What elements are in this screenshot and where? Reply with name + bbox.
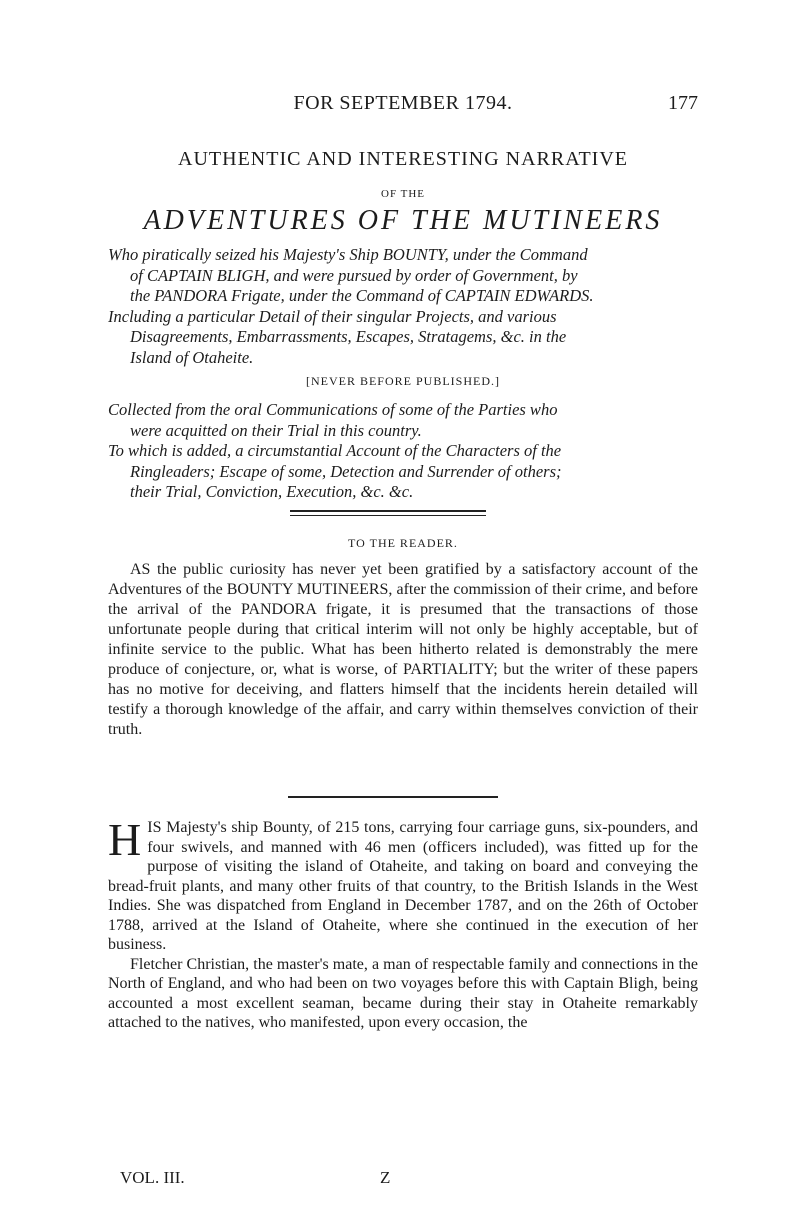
to-reader-heading: TO THE READER. — [348, 536, 458, 550]
divider-rule — [290, 510, 486, 512]
collected-line: To which is added, a circumstantial Account of the Characters of the — [108, 441, 562, 460]
collected-line: Ringleaders; Escape of some, Detection and Surrender of others; — [130, 461, 562, 481]
volume-label: VOL. III. — [120, 1168, 185, 1187]
never-published-note: [NEVER BEFORE PUBLISHED.] — [305, 374, 500, 388]
divider-rule — [290, 515, 486, 516]
running-header — [108, 92, 698, 118]
collected-block — [108, 400, 694, 503]
subtitle-block — [108, 245, 694, 368]
header-title: FOR SEPTEMBER 1794. — [293, 92, 513, 114]
subtitle-line: of CAPTAIN BLIGH, and were pursued by order of Government, by — [130, 265, 578, 285]
story-paragraph — [108, 814, 698, 955]
subtitle-line: Island of Otaheite. — [130, 347, 254, 367]
subtitle-line: the PANDORA Frigate, under the Command of CAPTAIN EDWARDS. — [130, 286, 594, 305]
drop-cap: H — [108, 814, 142, 865]
story-text — [108, 814, 698, 1033]
story-paragraph: Fletcher Christian, the master's mate, a man of respectable family and connections in the North of England, and who had been on two voyages before this with Captain Bligh, being accounted a most excellent seaman, became during their stay in Otaheite remarkably attached to the natives, who manifested, upon every occasion, the — [108, 955, 698, 1031]
reader-paragraph-block — [108, 560, 698, 740]
story-paragraph-text: IS Majesty's ship Bounty, of 215 tons, carrying four carriage guns, six-pounders, and four swivels, and manned with 46 men (officers included), was fitted up for the purpose of visiting the island of Otaheite, and taking on board and conveying the bread-fruit plants, and many other fruits of that country, to the British Islands in the West Indies. She was dispatched from England in December 1787, and on the 26th of October 1788, arrived at the Island of Otaheite, where she continued in the execution of her business. — [108, 819, 698, 953]
page-footer — [120, 1168, 420, 1190]
collected-line: their Trial, Conviction, Execution, &c. &c. — [130, 482, 414, 501]
section-divider — [288, 796, 498, 798]
main-title: ADVENTURES OF THE MUTINEERS — [143, 205, 663, 236]
collected-line: were acquitted on their Trial in this country. — [130, 420, 422, 440]
subtitle-line: Including a particular Detail of their singular Projects, and various — [108, 306, 557, 326]
subtitle-line: Who piratically seized his Majesty's Ship BOUNTY, under the Command — [108, 245, 588, 264]
article-title: AUTHENTIC AND INTERESTING NARRATIVE — [178, 148, 628, 170]
subtitle-line: Disagreements, Embarrassments, Escapes, Stratagems, &c. in the — [130, 327, 567, 346]
collected-line: Collected from the oral Communications of some of the Parties who — [108, 400, 558, 419]
reader-paragraph: AS the public curiosity has never yet been gratified by a satisfactory account of the Adventures of the BOUNTY MUTINEERS, after the commission of their crime, and before the arrival of the PANDORA frigate, it is presumed that the transactions of those unfortunate people during that critical interim will not only be highly acceptable, but of infinite service to the public. What has been hitherto related is demonstrably the mere produce of conjecture, or, what is worse, of PARTIALITY; but the writer of these papers has no motive for deceiving, and flatters himself that the incidents herein detailed will testify a thorough knowledge of the affair, and carry within themselves conviction of their truth. — [108, 561, 698, 738]
signature-mark: Z — [380, 1168, 391, 1187]
page-number: 177 — [668, 92, 698, 114]
of-the-label: OF THE — [381, 188, 425, 200]
